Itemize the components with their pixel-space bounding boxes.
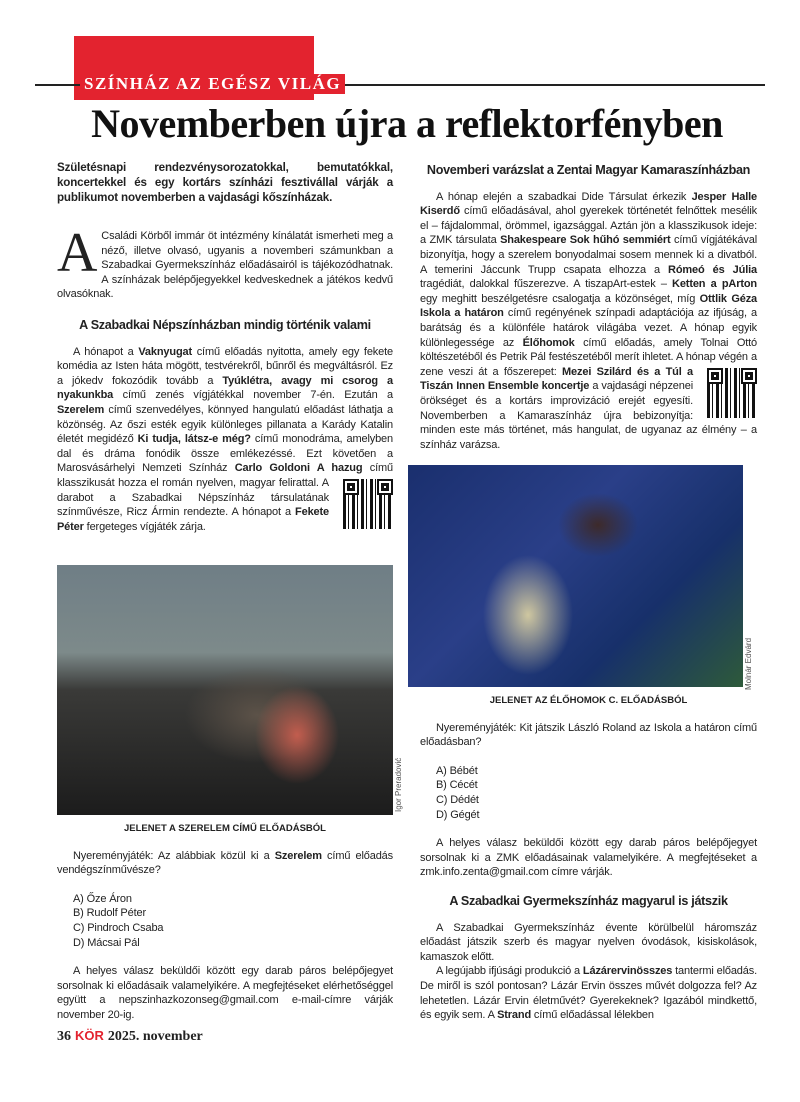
quiz-option: D) Gégét	[436, 808, 480, 821]
section-heading: A Szabadkai Népszínházban mindig történik valami	[79, 317, 371, 332]
magazine-logo: KÖR	[75, 1028, 104, 1043]
text-run: tantermi előadás. De miről is szól pontosan? Lázár Ervin összes művét dolgozza fel? Az lehetetlen. Lázár Ervin életművét? Gyerekeknek? Igazából mindkettő, és egyik sem. A	[420, 965, 757, 1022]
quiz-question	[57, 849, 393, 878]
photo-credit: Molnár Edvárd	[744, 637, 753, 690]
text-run: című szenvedélyes, könnyed hangulatú előadást láthatja a közönség. Az őszi esték egyik különleges pillanata a Karády Katalin életét megidéző	[57, 403, 393, 446]
text-run: című zenés vígjátékkal november 7-én. Ezután a	[113, 389, 393, 402]
quiz-option: B) Cécét	[436, 779, 478, 792]
title-highlight: Fekete Péter	[57, 506, 329, 533]
left-column-lower	[57, 822, 393, 1023]
body-paragraph: A Szabadkai Gyermekszínház évente körülbelül háromszáz előadást játszik szerb és magyar nyelven óvodások, kisiskolások, kamaszok előtt.	[420, 921, 757, 963]
lead: Születésnapi rendezvénysorozatokkal, bemutatókkal, koncertekkel és egy kortárs színházi fesztivállal várják a publikumot novemberben a vajdasági kőszínházak.	[57, 161, 393, 204]
title-highlight: Vaknyugat	[138, 345, 193, 358]
text-run: egy meghitt beszélgetésre csalogatja a közönséget, míg	[420, 292, 700, 305]
text-run: A hónapot a	[73, 345, 139, 358]
qr-code[interactable]	[343, 479, 393, 529]
dropcap: A	[57, 222, 98, 284]
text-run: című monodráma, amelyben dal és dráma fonódik össze emlékezéssé. Ezt követően a Marosvásárhelyi Nemzeti Színház	[57, 433, 393, 475]
intro-paragraph	[57, 222, 393, 302]
photo-caption: JELENET AZ ÉLŐHOMOK C. ELŐADÁSBÓL	[489, 695, 688, 706]
quiz-option: C) Pindroch Csaba	[73, 921, 164, 934]
intro-text: Családi Körből immár öt intézmény kínálatát ismerheti meg a néző, illetve olvasó, ugyanis a novemberi számunkban a Szabadkai Gyermekszínház előadásairól is tájékozódhatnak. A színházak belépőjegyekkel kedveskednek a játékos kedvű olvasóknak.	[57, 230, 393, 301]
section-heading: A Szabadkai Gyermekszínház magyarul is játszik	[449, 893, 728, 908]
quiz-options	[57, 892, 393, 950]
title-highlight: Rómeó és Júlia	[668, 263, 757, 276]
quiz-option: A) Őze Áron	[73, 892, 132, 905]
title-highlight: Ottlik Géza Iskola a határon	[420, 292, 758, 320]
text-run: című előadással lélekben	[531, 1009, 654, 1022]
text-run: című klasszikusát hozza el román nyelven, magyar felirattal. A darabot a Szabadkai Népszínház társulatának színművésze, Ricz Ármin rendezte. A hónapot a	[57, 462, 393, 519]
text-run: című regényének színpadi adaptációja az ifjúság, a barátság és a különféle határok világába vezet. A hónap egyik különlegessége az	[420, 307, 757, 349]
text-run: című előadás nyitotta, amely egy fekete komédia az Isten háta mögött, testvérekről, bűnről és megváltásról. Ez a jókedv fokozódik tovább a	[57, 345, 393, 387]
quiz-options	[420, 764, 757, 822]
body-paragraph	[420, 190, 757, 453]
body-paragraph	[420, 964, 757, 1022]
quiz-option: D) Mácsai Pál	[73, 936, 140, 949]
text-run: című vígjátékával bizonyítja, hogy a szerelem bonyodalmai sosem mennek ki a divatból. A temerini Jáccunk Trupp csapata elhozza a	[420, 234, 757, 276]
text-run: című előadásával, ahol gyerekek történetét felnőttek mesélik el – fájdalommal, örömmel, igazsággal. Aztán jön a klasszikusok ideje: a ZMK társulata	[420, 205, 757, 247]
text-run: című előadás, amely Tolnai Ottó költészetéből és Petrik Pál festészetéből merít ihletet. A hónap végén a zene veszi át a főszerepet:	[420, 336, 758, 378]
issue-date: 2025. november	[107, 1029, 203, 1044]
page-number: 36	[57, 1029, 71, 1044]
title-highlight: Lázárervinösszes	[582, 965, 673, 978]
qr-code[interactable]	[707, 368, 757, 418]
title-highlight: Szerelem	[57, 403, 105, 416]
title-highlight: Szerelem	[274, 849, 322, 862]
text-run: fergeteges vígjáték zárja.	[83, 520, 206, 533]
title-highlight: Ki tudja, látsz-e még?	[137, 433, 251, 446]
page-footer	[57, 1028, 203, 1045]
text-run: Nyereményjáték: Az alábbiak közül ki a	[73, 849, 275, 862]
article-title: Novemberben újra a reflektorfényben	[91, 101, 723, 146]
text-run: A hónap elején a szabadkai Dide Társulat érkezik	[436, 190, 692, 203]
photo-credit: Igor Preradović	[394, 757, 403, 812]
title-highlight: Shakespeare Sok hűhó semmiért	[500, 234, 671, 247]
title-highlight: Mezei Szilárd és a Túl a Tiszán Innen Ensemble koncertje	[420, 365, 693, 393]
title-highlight: Strand	[497, 1009, 532, 1022]
closing-paragraph: A helyes válasz beküldői között egy darab páros belépőjegyet sorsolnak ki előadásaik valamelyikére. A megfejtéseket elérhetőséggel együtt a nepszinhazkozonseg@gmail.com e-mail-címre várják november 20-ig.	[57, 965, 393, 1021]
quiz-question: Nyereményjáték: Kit játszik László Roland az Iskola a határon című előadásban?	[420, 721, 757, 749]
text-run: A legújabb ifjúsági produkció a	[436, 965, 583, 978]
quiz-option: C) Dédét	[436, 793, 479, 806]
photo-caption: JELENET A SZERELEM CÍMŰ ELŐADÁSBÓL	[124, 823, 326, 834]
left-column	[57, 160, 393, 534]
quiz-option: B) Rudolf Péter	[73, 907, 146, 920]
quiz-option: A) Bébét	[436, 764, 478, 777]
text-run: című előadás vendégszínművésze?	[57, 849, 393, 877]
section-heading: Novemberi varázslat a Zentai Magyar Kamaraszínházban	[426, 163, 751, 177]
title-highlight: Tyúklétra, avagy mi csorog a nyakunkba	[57, 374, 393, 402]
section-label: SZÍNHÁZ AZ EGÉSZ VILÁG	[80, 74, 345, 94]
title-highlight: Élőhomok	[522, 336, 575, 349]
right-column	[420, 163, 757, 452]
right-column-lower	[420, 694, 757, 1023]
body-paragraph	[57, 345, 393, 535]
text-run: a vajdasági népzenei örökséget és a kortárs improvizáció erejét egyesíti. Novemberben a Kamaraszínház újra bebizonyítja: minden este más történet, más hangulat, de ugyanaz az élmény – a színház varázsa.	[420, 380, 757, 451]
title-highlight: Jesper Halle Kiserdő	[420, 190, 757, 218]
title-highlight: Ketten a pArton	[672, 278, 757, 291]
closing-paragraph: A helyes válasz beküldői között egy darab páros belépőjegyet sorsolnak ki a ZMK előadásainak valamelyikére. A megfejtéseket a zmk.info.zenta@gmail.com címre várják.	[420, 837, 757, 879]
photo-elohomok	[408, 465, 743, 687]
text-run: tragédiát, dalokkal fűszerezve. A tiszapArt-estek –	[420, 278, 673, 291]
photo-szerelem	[57, 565, 393, 815]
title-highlight: Carlo Goldoni A hazug	[234, 462, 363, 475]
